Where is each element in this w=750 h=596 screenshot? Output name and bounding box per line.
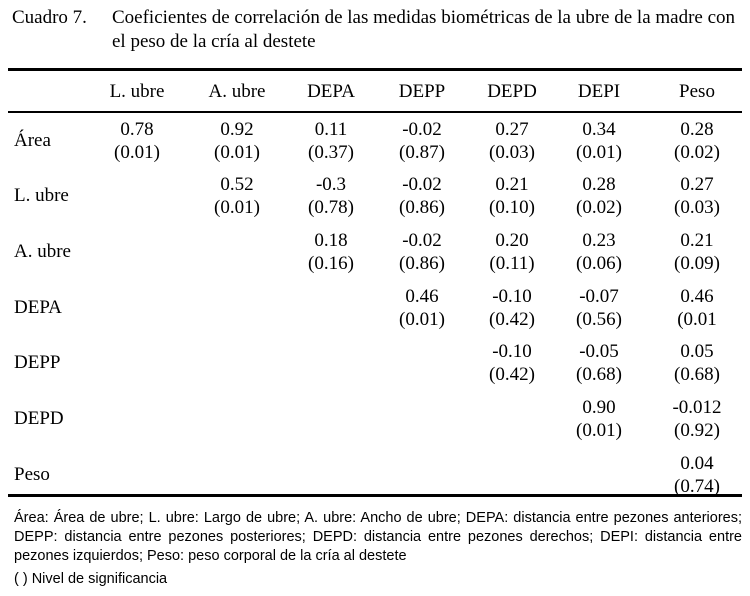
correlation-value: -0.10 bbox=[492, 341, 532, 362]
significance-value: (0.01) bbox=[576, 142, 622, 163]
row-label: DEPP bbox=[14, 352, 61, 373]
significance-value: (0.87) bbox=[399, 142, 445, 163]
significance-value: (0.68) bbox=[674, 364, 720, 385]
column-header: DEPP bbox=[398, 81, 446, 102]
correlation-value: 0.52 bbox=[220, 174, 254, 195]
caption-text: Coeficientes de correlación de las medidas biométricas de la ubre de la madre con el peso de la cría al destete bbox=[112, 7, 736, 52]
significance-value: (0.02) bbox=[576, 197, 622, 218]
significance-footnote: ( ) Nivel de significancia bbox=[14, 571, 168, 587]
correlation-value: 0.28 bbox=[582, 174, 616, 195]
significance-value: (0.92) bbox=[674, 420, 720, 441]
column-header: DEPA bbox=[307, 81, 355, 102]
correlation-value: 0.11 bbox=[314, 119, 348, 140]
correlation-value: 0.78 bbox=[120, 119, 154, 140]
correlation-value: -0.3 bbox=[315, 174, 347, 195]
correlation-value: -0.012 bbox=[672, 397, 722, 418]
significance-value: (0.01) bbox=[214, 142, 260, 163]
correlation-value: -0.02 bbox=[402, 230, 442, 251]
column-header: DEPD bbox=[487, 81, 537, 102]
row-label: DEPA bbox=[14, 297, 62, 318]
correlation-value: 0.21 bbox=[495, 174, 529, 195]
significance-value: (0.11) bbox=[489, 253, 535, 274]
significance-value: (0.74) bbox=[674, 476, 720, 497]
row-label: Área bbox=[14, 130, 51, 151]
correlation-value: -0.02 bbox=[402, 174, 442, 195]
significance-value: (0.37) bbox=[308, 142, 354, 163]
correlation-value: -0.07 bbox=[579, 286, 619, 307]
significance-value: (0.09) bbox=[674, 253, 720, 274]
significance-value: (0.42) bbox=[489, 364, 535, 385]
significance-value: (0.03) bbox=[674, 197, 720, 218]
correlation-value: 0.27 bbox=[680, 174, 714, 195]
significance-value: (0.03) bbox=[489, 142, 535, 163]
correlation-value: 0.04 bbox=[680, 453, 714, 474]
correlation-value: 0.23 bbox=[582, 230, 616, 251]
column-header: Peso bbox=[679, 81, 715, 102]
correlation-value: 0.46 bbox=[680, 286, 714, 307]
table-caption bbox=[12, 6, 742, 54]
bottom-rule bbox=[8, 494, 742, 497]
correlation-value: 0.20 bbox=[495, 230, 529, 251]
significance-value: (0.56) bbox=[576, 309, 622, 330]
significance-value: (0.16) bbox=[308, 253, 354, 274]
significance-value: (0.10) bbox=[489, 197, 535, 218]
correlation-value: -0.10 bbox=[492, 286, 532, 307]
row-label: Peso bbox=[14, 464, 50, 485]
header-rule bbox=[8, 111, 742, 113]
significance-value: (0.68) bbox=[576, 364, 622, 385]
correlation-value: 0.92 bbox=[220, 119, 254, 140]
significance-value: (0.42) bbox=[489, 309, 535, 330]
row-label: L. ubre bbox=[14, 185, 69, 206]
top-rule bbox=[8, 68, 742, 71]
row-label: A. ubre bbox=[14, 241, 71, 262]
correlation-value: 0.90 bbox=[582, 397, 616, 418]
significance-value: (0.01) bbox=[214, 197, 260, 218]
abbreviations-footnote: Área: Área de ubre; L. ubre: Largo de ubre; A. ubre: Ancho de ubre; DEPA: distancia entre pezones anteriores; DEPP: distancia entre pezones posteriores; DEPD: distancia entre pezones derechos; DEPI: distancia entre pezones izquierdos; Peso: peso corporal de la cría al destete bbox=[14, 510, 742, 564]
significance-value: (0.01) bbox=[399, 309, 445, 330]
column-header: A. ubre bbox=[208, 81, 266, 102]
significance-value: (0.06) bbox=[576, 253, 622, 274]
significance-value: (0.01) bbox=[114, 142, 160, 163]
correlation-value: 0.27 bbox=[495, 119, 529, 140]
correlation-value: -0.05 bbox=[579, 341, 619, 362]
correlation-value: 0.21 bbox=[680, 230, 714, 251]
caption-number: Cuadro 7. bbox=[12, 7, 87, 28]
significance-value: (0.86) bbox=[399, 197, 445, 218]
significance-value: (0.02) bbox=[674, 142, 720, 163]
column-header: L. ubre bbox=[109, 81, 165, 102]
correlation-value: 0.18 bbox=[314, 230, 348, 251]
significance-value: (0.01) bbox=[576, 420, 622, 441]
significance-value: (0.86) bbox=[399, 253, 445, 274]
correlation-value: 0.46 bbox=[405, 286, 439, 307]
row-label: DEPD bbox=[14, 408, 64, 429]
correlation-value: -0.02 bbox=[402, 119, 442, 140]
significance-value: (0.78) bbox=[308, 197, 354, 218]
correlation-value: 0.28 bbox=[680, 119, 714, 140]
correlation-value: 0.34 bbox=[582, 119, 616, 140]
column-header: DEPI bbox=[577, 81, 621, 102]
significance-value: (0.01 bbox=[677, 309, 717, 330]
correlation-value: 0.05 bbox=[680, 341, 714, 362]
